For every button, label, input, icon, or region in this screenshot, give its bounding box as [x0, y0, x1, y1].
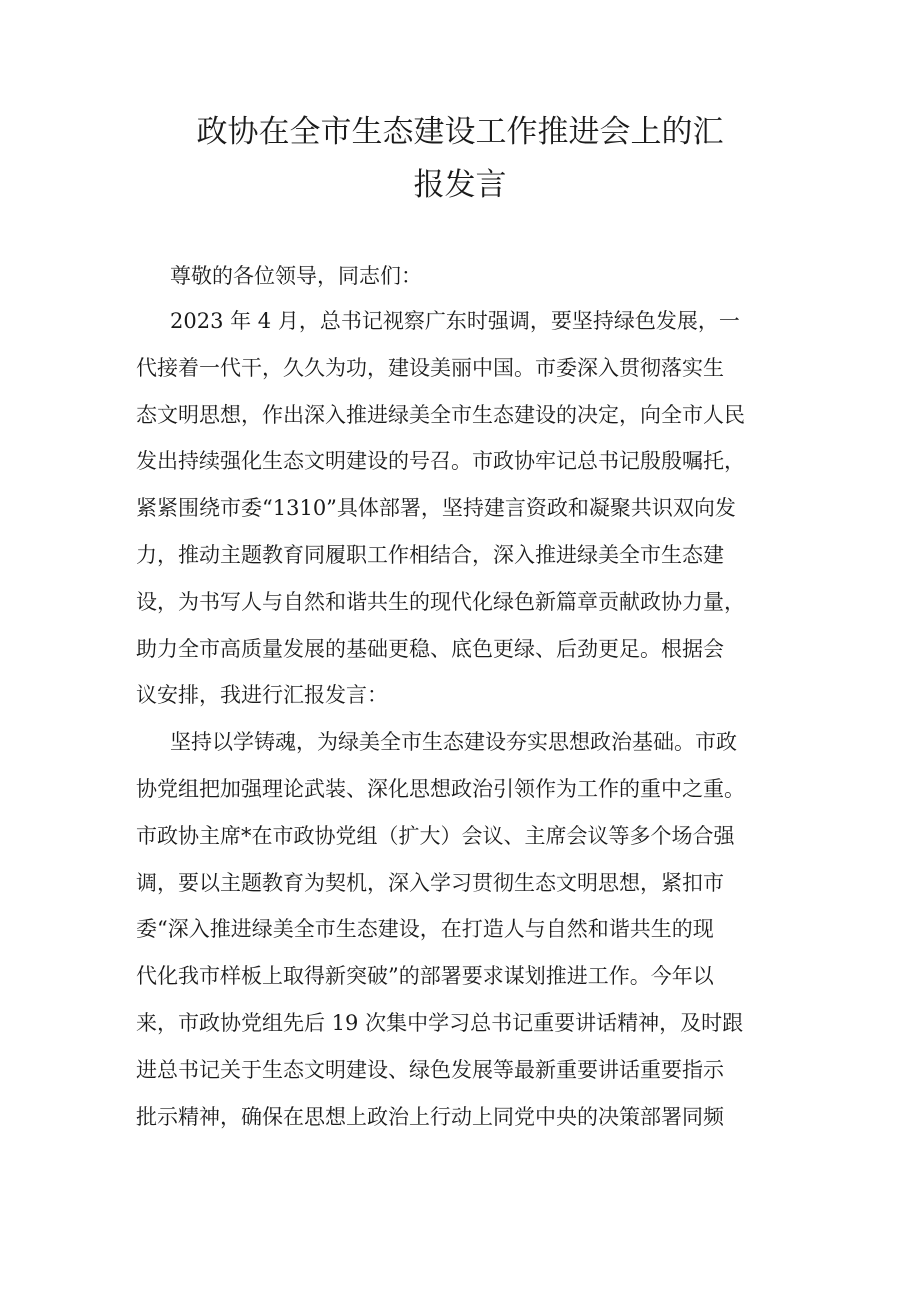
salutation: 尊敬的各位领导，同志们：: [170, 264, 422, 288]
paragraph-line: 代接着一代干，久久为功，建设美丽中国。市委深入贯彻落实生: [136, 355, 724, 380]
paragraph-line: 代化我市样板上取得新突破”的部署要求谋划推进工作。今年以: [136, 964, 714, 989]
paragraph-line: 设，为书写人与自然和谐共生的现代化绿色新篇章贡献政协力量，: [136, 589, 745, 614]
paragraph-line: 批示精神，确保在思想上政治上行动上同党中央的决策部署同频: [136, 1104, 724, 1129]
paragraph-2: [136, 719, 786, 1140]
paragraph-1: [136, 298, 786, 719]
paragraph-line: 协党组把加强理论武装、深化思想政治引领作为工作的重中之重。: [136, 776, 745, 801]
paragraph-line: 委“深入推进绿美全市生态建设，在打造人与自然和谐共生的现: [136, 917, 714, 942]
title-line-2: 报发言: [413, 167, 507, 203]
document-body: [136, 255, 786, 1140]
paragraph-line: 紧紧围绕市委“1310”具体部署，坚持建言资政和凝聚共识双向发: [136, 496, 736, 521]
paragraph-line: 发出持续强化生态文明建设的号召。市政协牢记总书记殷殷嘱托，: [136, 449, 745, 474]
paragraph-line: 进总书记关于生态文明建设、绿色发展等最新重要讲话重要指示: [136, 1057, 724, 1082]
document-title: [140, 106, 780, 212]
paragraph-line: 2023 年 4 月，总书记视察广东时强调，要坚持绿色发展，一: [170, 309, 740, 333]
paragraph-line: 坚持以学铸魂，为绿美全市生态建设夯实思想政治基础。市政: [170, 730, 737, 755]
paragraph-line: 来，市政协党组先后 19 次集中学习总书记重要讲话精神，及时跟: [136, 1010, 744, 1035]
paragraph-line: 市政协主席*在市政协党组（扩大）会议、主席会议等多个场合强: [136, 823, 735, 848]
title-line-1: 政协在全市生态建设工作推进会上的汇: [196, 114, 724, 150]
paragraph-line: 议安排，我进行汇报发言：: [136, 683, 388, 708]
paragraph-line: 态文明思想，作出深入推进绿美全市生态建设的决定，向全市人民: [136, 402, 745, 427]
paragraph-line: 助力全市高质量发展的基础更稳、底色更绿、后劲更足。根据会: [136, 636, 724, 661]
paragraph-line: 力，推动主题教育同履职工作相结合，深入推进绿美全市生态建: [136, 542, 724, 567]
paragraph-line: 调，要以主题教育为契机，深入学习贯彻生态文明思想，紧扣市: [136, 870, 724, 895]
